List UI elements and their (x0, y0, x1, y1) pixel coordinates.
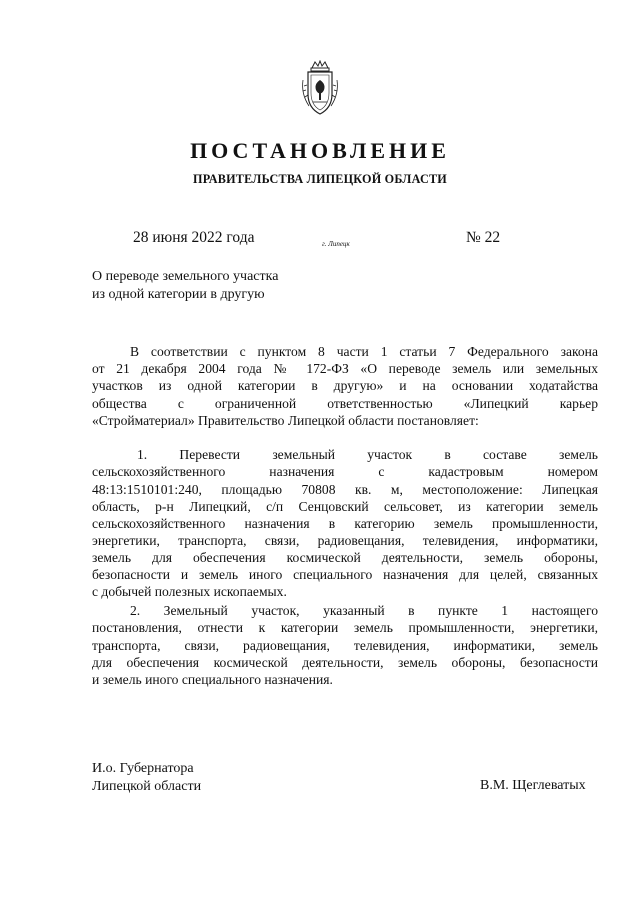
item-1-line: 48:13:1510101:240, площадью 70808 кв. м, местоположение: Липецкая (92, 482, 598, 497)
item-1-line: 1. Перевести земельный участок в составе земель (137, 447, 598, 462)
preamble-line: общества с ограниченной ответственностью «Липецкий карьер (92, 396, 598, 411)
document-subtitle: ПРАВИТЕЛЬСТВА ЛИПЕЦКОЙ ОБЛАСТИ (193, 172, 447, 186)
item-2-line: постановления, отнести к категории земель промышленности, энергетики, (92, 620, 598, 635)
heading-line: О переводе земельного участка (92, 269, 279, 284)
item-2-line: и земель иного специального назначения. (92, 672, 333, 687)
item-1-line: сельскохозяйственного назначения в категорию земель промышленности, (92, 516, 598, 531)
item-1-line: область, р-н Липецкий, с/п Сенцовский сельсовет, из категории земель (92, 499, 598, 514)
heading-line: из одной категории в другую (92, 287, 265, 302)
item-2-line: 2. Земельный участок, указанный в пункте 1 настоящего (130, 603, 598, 618)
document-title: ПОСТАНОВЛЕНИЕ (190, 138, 450, 163)
preamble-line: от 21 декабря 2004 года № 172-ФЗ «О переводе земель или земельных (92, 361, 598, 376)
preamble-line: «Стройматериал» Правительство Липецкой области постановляет: (92, 413, 479, 428)
document-date: 28 июня 2022 года (133, 229, 255, 246)
item-1-line: сельскохозяйственного назначения с кадастровым номером (92, 464, 598, 479)
item-1-line: земель для обеспечения космической деятельности, земель обороны, (92, 550, 598, 565)
preamble-line: участков из одной категории в другую» и на основании ходатайства (92, 378, 598, 393)
document-city: г. Липецк (322, 240, 350, 248)
item-2-line: транспорта, связи, радиовещания, телевидения, информатики, земель (92, 638, 598, 653)
signatory-position-line: И.о. Губернатора (92, 761, 194, 776)
coat-of-arms-icon (300, 60, 340, 116)
item-1-line: с добычей полезных ископаемых. (92, 584, 287, 599)
signatory-position-line: Липецкой области (92, 779, 202, 794)
document-heading (92, 268, 278, 304)
signatory-name: В.М. Щеглеватых (480, 778, 586, 793)
signatory-position (92, 760, 201, 796)
document-number: № 22 (466, 229, 501, 246)
item-1-line: энергетики, транспорта, связи, радиовещания, телевидения, информатики, (92, 533, 598, 548)
item-2-line: для обеспечения космической деятельности, земель обороны, безопасности (92, 655, 598, 670)
preamble-line: В соответствии с пунктом 8 части 1 статьи 7 Федерального закона (130, 344, 598, 359)
item-1-line: безопасности и земель иного специального назначения для целей, связанных (92, 567, 598, 582)
